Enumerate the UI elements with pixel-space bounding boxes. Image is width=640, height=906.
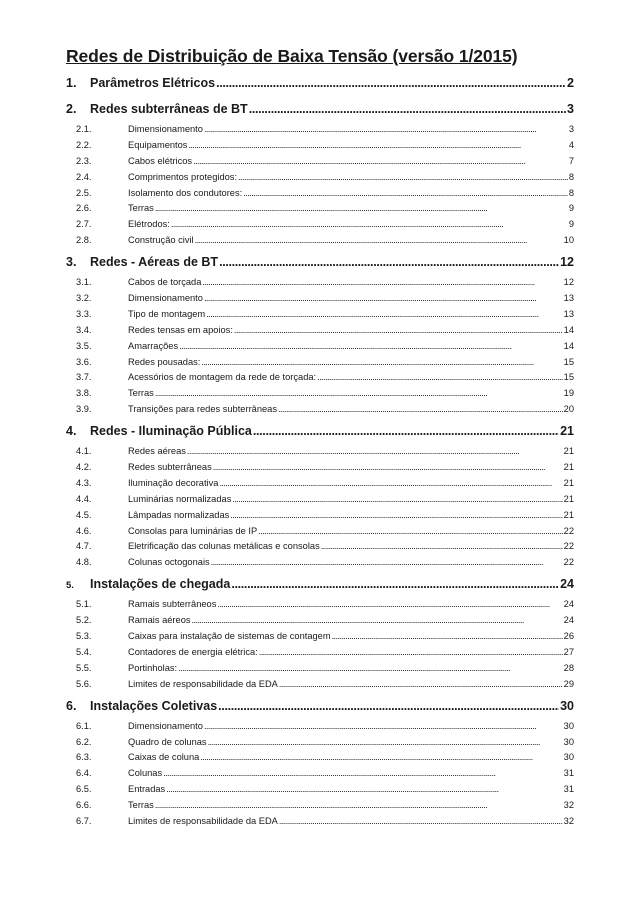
toc-dot-leader xyxy=(188,138,567,154)
toc-entry-title: Lâmpadas normalizadas xyxy=(128,509,230,520)
toc-page-number: 15 xyxy=(563,372,574,383)
toc-entry-title: Isolamento dos condutores: xyxy=(128,187,243,198)
toc-page-number: 21 xyxy=(560,424,574,439)
toc-entry-title: Quadro de colunas xyxy=(128,736,207,747)
toc-entry-number: 5.1. xyxy=(76,599,92,610)
toc-subsection-entry[interactable] xyxy=(66,814,574,830)
toc-entry-number: 2.3. xyxy=(76,155,92,166)
toc-dot-leader xyxy=(218,693,559,719)
toc-dot-leader xyxy=(200,750,562,766)
toc-page-number: 31 xyxy=(563,784,574,795)
toc-subsection-entry[interactable] xyxy=(66,402,574,418)
toc-subsection-entry[interactable] xyxy=(66,386,574,402)
toc-dot-leader xyxy=(166,782,562,798)
toc-subsection-entry[interactable] xyxy=(66,613,574,629)
toc-subsection-entry[interactable] xyxy=(66,355,574,371)
toc-entry-title: Redes subterrâneas xyxy=(128,462,212,473)
toc-dot-leader xyxy=(249,96,566,122)
toc-entry-number: 5.2. xyxy=(76,615,92,626)
toc-entry-title: Caixas de coluna xyxy=(128,752,200,763)
toc-entry-number: 2.4. xyxy=(76,171,92,182)
toc-section-entry[interactable] xyxy=(66,249,574,275)
toc-page-number: 2 xyxy=(567,76,574,90)
toc-subsection-entry[interactable] xyxy=(66,661,574,677)
toc-entry-title: Eletrificação das colunas metálicas e consolas xyxy=(128,541,320,552)
toc-entry-number: 3.4. xyxy=(76,324,92,335)
toc-dot-leader xyxy=(201,355,562,371)
toc-dot-leader xyxy=(243,186,568,202)
toc-page-number: 12 xyxy=(563,277,574,288)
toc-entry-number: 6.1. xyxy=(76,720,92,731)
toc-page-number: 28 xyxy=(563,662,574,673)
toc-dot-leader xyxy=(155,201,568,217)
toc-page-number: 3 xyxy=(568,124,574,134)
toc-subsection-entry[interactable] xyxy=(66,154,574,170)
toc-subsection-entry[interactable] xyxy=(66,555,574,571)
toc-subsection-entry[interactable] xyxy=(66,275,574,291)
toc-page-number: 13 xyxy=(563,308,574,319)
toc-subsection-entry[interactable] xyxy=(66,798,574,814)
toc-page-number: 15 xyxy=(563,356,574,367)
toc-entry-number: 3.1. xyxy=(76,277,92,288)
toc-page-number: 21 xyxy=(563,477,574,488)
toc-entry-number: 4. xyxy=(66,424,77,439)
toc-page-number: 3 xyxy=(567,102,574,116)
toc-dot-leader xyxy=(187,444,563,460)
toc-entry-number: 6.5. xyxy=(76,784,92,795)
toc-dot-leader xyxy=(278,402,563,418)
toc-subsection-entry[interactable] xyxy=(66,750,574,766)
toc-entry-number: 2.8. xyxy=(76,235,92,246)
toc-page-number: 29 xyxy=(563,678,574,689)
toc-subsection-entry[interactable] xyxy=(66,170,574,186)
toc-entry-number: 3. xyxy=(66,255,77,270)
toc-entry-number: 2.1. xyxy=(76,124,92,134)
toc-subsection-entry[interactable] xyxy=(66,201,574,217)
toc-dot-leader xyxy=(202,275,562,291)
toc-dot-leader xyxy=(234,323,563,339)
toc-section-entry[interactable] xyxy=(66,418,574,444)
toc-entry-number: 6.7. xyxy=(76,815,92,826)
toc-subsection-entry[interactable] xyxy=(66,645,574,661)
toc-entry-number: 3.5. xyxy=(76,340,92,351)
toc-dot-leader xyxy=(171,217,568,233)
toc-page-number: 32 xyxy=(563,800,574,811)
toc-entry-number: 5.3. xyxy=(76,631,92,642)
toc-page-number: 27 xyxy=(563,646,574,657)
toc-entry-number: 4.8. xyxy=(76,557,92,568)
toc-page-number: 21 xyxy=(563,446,574,457)
toc-entry-title: Redes aéreas xyxy=(128,446,186,457)
toc-subsection-entry[interactable] xyxy=(66,719,574,735)
toc-dot-leader xyxy=(192,613,563,629)
toc-subsection-entry[interactable] xyxy=(66,476,574,492)
toc-entry-number: 2.5. xyxy=(76,187,92,198)
toc-dot-leader xyxy=(321,539,563,555)
toc-dot-leader xyxy=(155,386,563,402)
toc-entry-title: Construção civil xyxy=(128,235,194,246)
toc-dot-leader xyxy=(232,492,562,508)
toc-subsection-entry[interactable] xyxy=(66,370,574,386)
toc-entry-title: Contadores de energia elétrica: xyxy=(128,646,258,657)
toc-entry-number: 2.6. xyxy=(76,203,92,214)
toc-entry-title: Terras xyxy=(128,388,154,399)
toc-subsection-entry[interactable] xyxy=(66,629,574,645)
toc-entry-number: 4.4. xyxy=(76,493,92,504)
toc-entry-title: Cabos elétricos xyxy=(128,155,193,166)
toc-section-entry[interactable] xyxy=(66,693,574,719)
toc-dot-leader xyxy=(332,629,563,645)
toc-dot-leader xyxy=(259,645,563,661)
toc-entry-title: Comprimentos protegidos: xyxy=(128,171,238,182)
toc-subsection-entry[interactable] xyxy=(66,233,574,249)
toc-page-number: 21 xyxy=(563,493,574,504)
toc-page-number: 31 xyxy=(563,768,574,779)
toc-dot-leader xyxy=(219,249,559,275)
toc-section-entry[interactable] xyxy=(66,96,574,122)
toc-section-entry[interactable] xyxy=(66,70,574,96)
toc-subsection-entry[interactable] xyxy=(66,782,574,798)
toc-dot-leader xyxy=(206,307,562,323)
toc-entry-title: Terras xyxy=(128,800,154,811)
toc-page-number: 19 xyxy=(563,388,574,399)
toc-entry-title: Portinholas: xyxy=(128,662,178,673)
toc-entry-number: 6.6. xyxy=(76,800,92,811)
toc-entry-number: 3.7. xyxy=(76,372,92,383)
toc-dot-leader xyxy=(279,814,563,830)
toc-entry-number: 5.5. xyxy=(76,662,92,673)
toc-page-number: 22 xyxy=(563,557,574,568)
toc-entry-title: Redes - Aéreas de BT xyxy=(90,255,219,270)
toc-page-number: 24 xyxy=(560,577,574,592)
toc-entry-number: 3.9. xyxy=(76,404,92,415)
toc-dot-leader xyxy=(179,339,563,355)
toc-subsection-entry[interactable] xyxy=(66,323,574,339)
toc-dot-leader xyxy=(195,233,563,249)
toc-dot-leader xyxy=(253,418,559,444)
toc-page-number: 4 xyxy=(568,139,574,150)
toc-dot-leader xyxy=(217,597,562,613)
toc-dot-leader xyxy=(163,766,563,782)
toc-entry-title: Transições para redes subterrâneas xyxy=(128,404,277,415)
toc-entry-title: Redes tensas em apoios: xyxy=(128,324,233,335)
toc-entry-title: Instalações Coletivas xyxy=(90,698,218,713)
document-title: Redes de Distribuição de Baixa Tensão (versão 1/2015) xyxy=(66,46,518,66)
toc-entry-title: Entradas xyxy=(128,784,166,795)
toc-entry-number: 3.8. xyxy=(76,388,92,399)
toc-subsection-entry[interactable] xyxy=(66,677,574,693)
toc-entry-title: Instalações de chegada xyxy=(90,577,231,592)
toc-subsection-entry[interactable] xyxy=(66,122,574,138)
toc-subsection-entry[interactable] xyxy=(66,291,574,307)
toc-entry-number: 3.3. xyxy=(76,308,92,319)
toc-entry-number: 5.4. xyxy=(76,646,92,657)
toc-subsection-entry[interactable] xyxy=(66,524,574,540)
toc-entry-title: Dimensionamento xyxy=(128,124,203,134)
toc-page-number: 14 xyxy=(563,340,574,351)
toc-page-number: 21 xyxy=(563,462,574,473)
toc-page-number: 21 xyxy=(563,509,574,520)
toc-entry-number: 4.1. xyxy=(76,446,92,457)
toc-dot-leader xyxy=(279,677,563,693)
toc-subsection-entry[interactable] xyxy=(66,138,574,154)
toc-entry-title: Dimensionamento xyxy=(128,720,203,731)
toc-entry-title: Parâmetros Elétricos xyxy=(90,76,216,90)
toc-dot-leader xyxy=(204,719,563,735)
toc-dot-leader xyxy=(213,460,563,476)
toc-dot-leader xyxy=(216,70,566,96)
toc-subsection-entry[interactable] xyxy=(66,444,574,460)
toc-page-number: 22 xyxy=(563,541,574,552)
toc-entry-title: Colunas octogonais xyxy=(128,557,210,568)
toc-entry-number: 4.7. xyxy=(76,541,92,552)
toc-page-number: 32 xyxy=(563,815,574,826)
toc-subsection-entry[interactable] xyxy=(66,307,574,323)
toc-entry-number: 6.3. xyxy=(76,752,92,763)
toc-subsection-entry[interactable] xyxy=(66,339,574,355)
toc-entry-title: Limites de responsabilidade da EDA xyxy=(128,815,278,826)
toc-dot-leader xyxy=(211,555,563,571)
toc-entry-title: Equipamentos xyxy=(128,139,188,150)
toc-entry-title: Ramais aéreos xyxy=(128,615,191,626)
toc-entry-number: 1. xyxy=(66,76,77,90)
toc-entry-title: Terras xyxy=(128,203,154,214)
toc-subsection-entry[interactable] xyxy=(66,735,574,751)
toc-page-number: 22 xyxy=(563,525,574,536)
toc-page-number: 30 xyxy=(563,752,574,763)
toc-subsection-entry[interactable] xyxy=(66,766,574,782)
toc-entry-title: Amarrações xyxy=(128,340,179,351)
toc-entry-title: Consolas para luminárias de IP xyxy=(128,525,258,536)
toc-subsection-entry[interactable] xyxy=(66,508,574,524)
toc-entry-title: Luminárias normalizadas xyxy=(128,493,232,504)
toc-dot-leader xyxy=(238,170,568,186)
toc-page-number: 26 xyxy=(563,631,574,642)
toc-entry-number: 4.5. xyxy=(76,509,92,520)
toc-entry-number: 3.6. xyxy=(76,356,92,367)
toc-page-number: 14 xyxy=(563,324,574,335)
toc-dot-leader xyxy=(204,291,563,307)
toc-page-number: 7 xyxy=(568,155,574,166)
toc-subsection-entry[interactable] xyxy=(66,186,574,202)
toc-entry-title: Cabos de torçada xyxy=(128,277,202,288)
toc-entry-title: Tipo de montagem xyxy=(128,308,206,319)
toc-subsection-entry[interactable] xyxy=(66,217,574,233)
toc-page-number: 9 xyxy=(568,219,574,230)
toc-entry-title: Ramais subterrâneos xyxy=(128,599,217,610)
toc-dot-leader xyxy=(178,661,563,677)
toc-entry-title: Iluminação decorativa xyxy=(128,477,219,488)
toc-dot-leader xyxy=(230,508,562,524)
toc-entry-number: 2.7. xyxy=(76,219,92,230)
toc-entry-number: 5. xyxy=(66,580,74,592)
toc-page-number: 12 xyxy=(560,255,574,270)
toc-entry-title: Colunas xyxy=(128,768,163,779)
toc-entry-title: Limites de responsabilidade da EDA xyxy=(128,678,278,689)
toc-page-number: 30 xyxy=(563,720,574,731)
toc-page-number: 9 xyxy=(568,203,574,214)
toc-dot-leader xyxy=(208,735,563,751)
toc-subsection-entry[interactable] xyxy=(66,539,574,555)
toc-page-number: 30 xyxy=(560,698,574,713)
toc-entry-number: 6. xyxy=(66,698,77,713)
toc-dot-leader xyxy=(231,571,559,597)
toc-entry-title: Redes subterrâneas de BT xyxy=(90,102,248,116)
toc-entry-number: 4.2. xyxy=(76,462,92,473)
table-of-contents xyxy=(66,70,574,830)
toc-dot-leader xyxy=(155,798,563,814)
toc-dot-leader xyxy=(258,524,562,540)
toc-subsection-entry[interactable] xyxy=(66,492,574,508)
toc-entry-number: 6.2. xyxy=(76,736,92,747)
toc-section-entry[interactable] xyxy=(66,571,574,597)
toc-entry-title: Acessórios de montagem da rede de torçada: xyxy=(128,372,317,383)
toc-page-number: 13 xyxy=(563,293,574,304)
toc-page-number: 24 xyxy=(563,599,574,610)
toc-subsection-entry[interactable] xyxy=(66,460,574,476)
toc-page-number: 8 xyxy=(568,187,574,198)
toc-page-number: 20 xyxy=(563,404,574,415)
toc-dot-leader xyxy=(317,370,563,386)
toc-page-number: 30 xyxy=(563,736,574,747)
toc-page-number: 24 xyxy=(563,615,574,626)
toc-entry-title: Redes - Iluminação Pública xyxy=(90,424,252,439)
toc-entry-title: Caixas para instalação de sistemas de contagem xyxy=(128,631,331,642)
toc-entry-number: 4.6. xyxy=(76,525,92,536)
toc-dot-leader xyxy=(219,476,562,492)
toc-entry-title: Elétrodos: xyxy=(128,219,170,230)
toc-entry-number: 3.2. xyxy=(76,293,92,304)
toc-subsection-entry[interactable] xyxy=(66,597,574,613)
toc-dot-leader xyxy=(193,154,568,170)
toc-entry-number: 2. xyxy=(66,102,77,116)
toc-entry-title: Dimensionamento xyxy=(128,293,203,304)
toc-entry-number: 5.6. xyxy=(76,678,92,689)
toc-page-number: 10 xyxy=(563,235,574,246)
toc-entry-number: 6.4. xyxy=(76,768,92,779)
toc-entry-number: 2.2. xyxy=(76,139,92,150)
toc-entry-number: 4.3. xyxy=(76,477,92,488)
toc-dot-leader xyxy=(204,122,568,138)
toc-entry-title: Redes pousadas: xyxy=(128,356,201,367)
toc-page-number: 8 xyxy=(568,171,574,182)
